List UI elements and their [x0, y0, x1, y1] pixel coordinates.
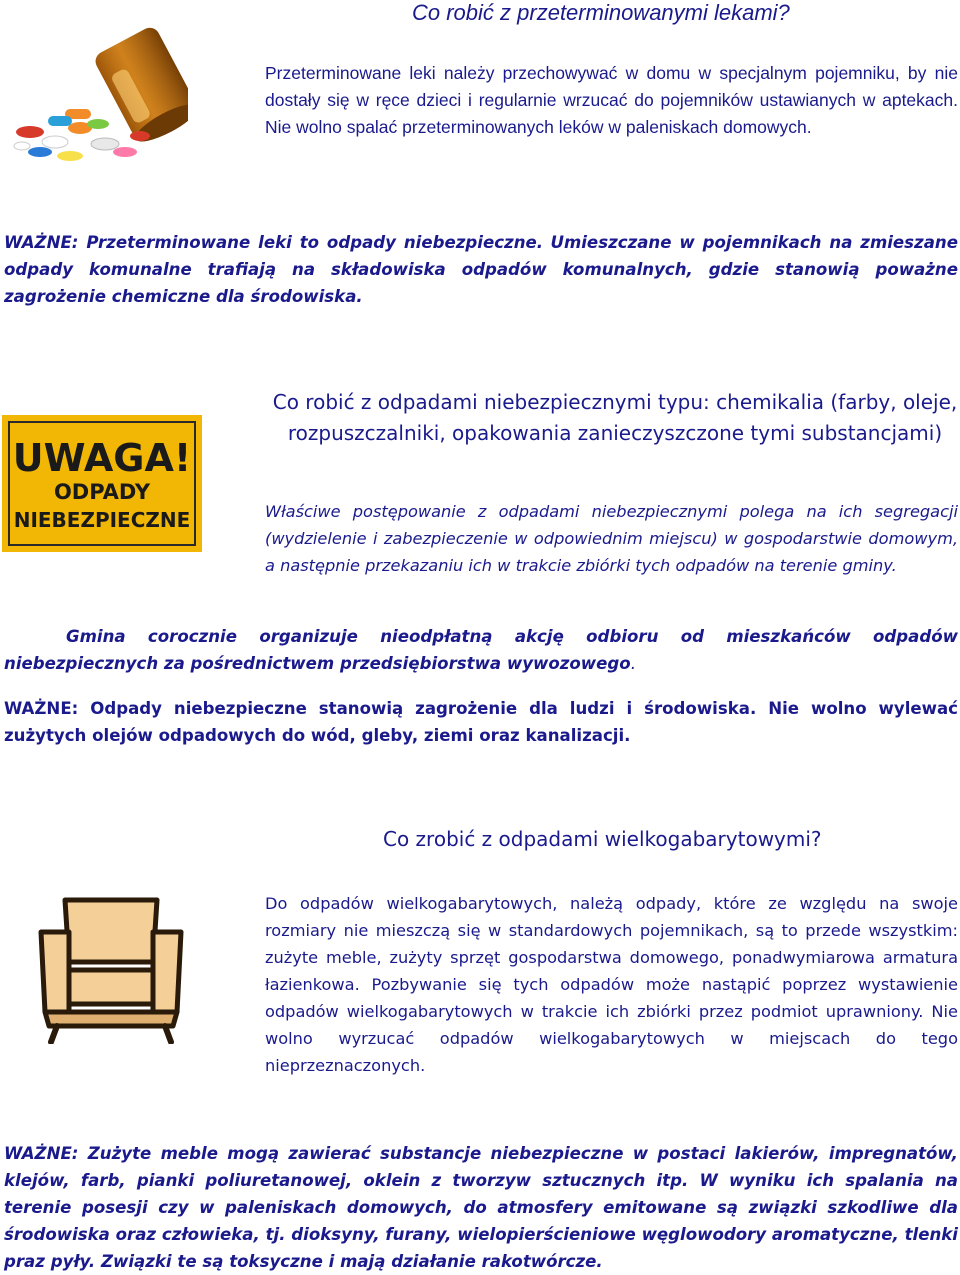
municipality-note-text: Gmina corocznie organizuje nieodpłatną akcję odbioru od mieszkańców odpadów niebezpiecznych za pośrednictwem przedsiębiorstwa wywozowego [4, 627, 958, 673]
bulky-paragraph: Do odpadów wielkogabarytowych, należą odpady, które ze względu na swoje rozmiary nie mieszczą się w standardowych pojemnikach, są to przede wszystkim: zużyte meble, zużyty sprzęt gospodarstwa domowego, ponadwymiarowa armatura łazienkowa. Pozbywanie się tych odpadów może nastąpić poprzez wystawienie odpadów wielkogabarytowych w trakcie ich zbiórki przez podmiot uprawniony. Nie wolno wyrzucać odpadów wielkogabarytowych w miejscach do tego nieprzeznaczonych. [265, 894, 958, 1075]
municipality-note-end: . [630, 654, 636, 673]
pills-image [10, 24, 188, 164]
armchair-image [35, 892, 187, 1044]
medicines-important-text: Umieszczane w pojemnikach na zmieszane odpady komunalne trafiają na składowiska odpadów komunalnych, gdzie stanowią poważne zagrożenie chemiczne dla środowiska. [4, 233, 958, 306]
hazardous-paragraph: Właściwe postępowanie z odpadami niebezpiecznymi polega na ich segregacji (wydzielenie i zabezpieczenie w odpowiednim miejscu) w gospodarstwie domowym, a następnie przekazaniu ich w trakcie zbiórki tych odpadów na terenie gminy. [265, 502, 958, 575]
bulky-important: WAŻNE: Zużyte meble mogą zawierać substancje niebezpieczne w postaci lakierów, impregnatów, klejów, farb, pianki poliuretanowej, oklein z tworzyw sztucznych itp. W wyniku ich spalania na terenie posesji czy w paleniskach domowych, do atmosfery emitowane są związki szkodliwe dla środowiska oraz człowieka, tj. dioksyny, furany, wielopierścieniowe węglowodory aromatyczne, tlenki praz pyły. Związki te są toksyczne i mają działanie rakotwórcze. [4, 1144, 958, 1271]
municipality-note [4, 623, 958, 677]
sign-line1: UWAGA! [12, 436, 192, 480]
medicines-title: Co robić z przeterminowanymi lekami? [412, 0, 790, 25]
medicines-important [4, 229, 958, 310]
hazardous-title: Co robić z odpadami niebezpiecznymi typu: chemikalia (farby, oleje, rozpuszczalniki, opakowania zanieczyszczone tymi substancjami) [272, 390, 958, 445]
hazardous-important-text: Nie wolno wylewać zużytych olejów odpadowych do wód, gleby, ziemi oraz kanalizacji. [4, 699, 959, 745]
sign-line3: NIEBEZPIECZNE [13, 508, 191, 532]
medicines-paragraph: Przeterminowane leki należy przechowywać w domu w specjalnym pojemniku, by nie dostały się w ręce dzieci i regularnie wrzucać do pojemników ustawianych w aptekach. Nie wolno spalać przeterminowanych leków w paleniskach domowych. [265, 63, 958, 137]
warning-sign-image [2, 415, 202, 552]
bulky-title: Co zrobić z odpadami wielkogabarytowymi? [383, 827, 822, 851]
sign-line2: ODPADY [53, 480, 151, 504]
hazardous-important [4, 695, 958, 749]
medicines-important-label: WAŻNE: Przeterminowane leki to odpady niebezpieczne. [4, 233, 544, 252]
hazardous-important-label: WAŻNE: Odpady niebezpieczne stanowią zagrożenie dla ludzi i środowiska. [4, 699, 757, 718]
